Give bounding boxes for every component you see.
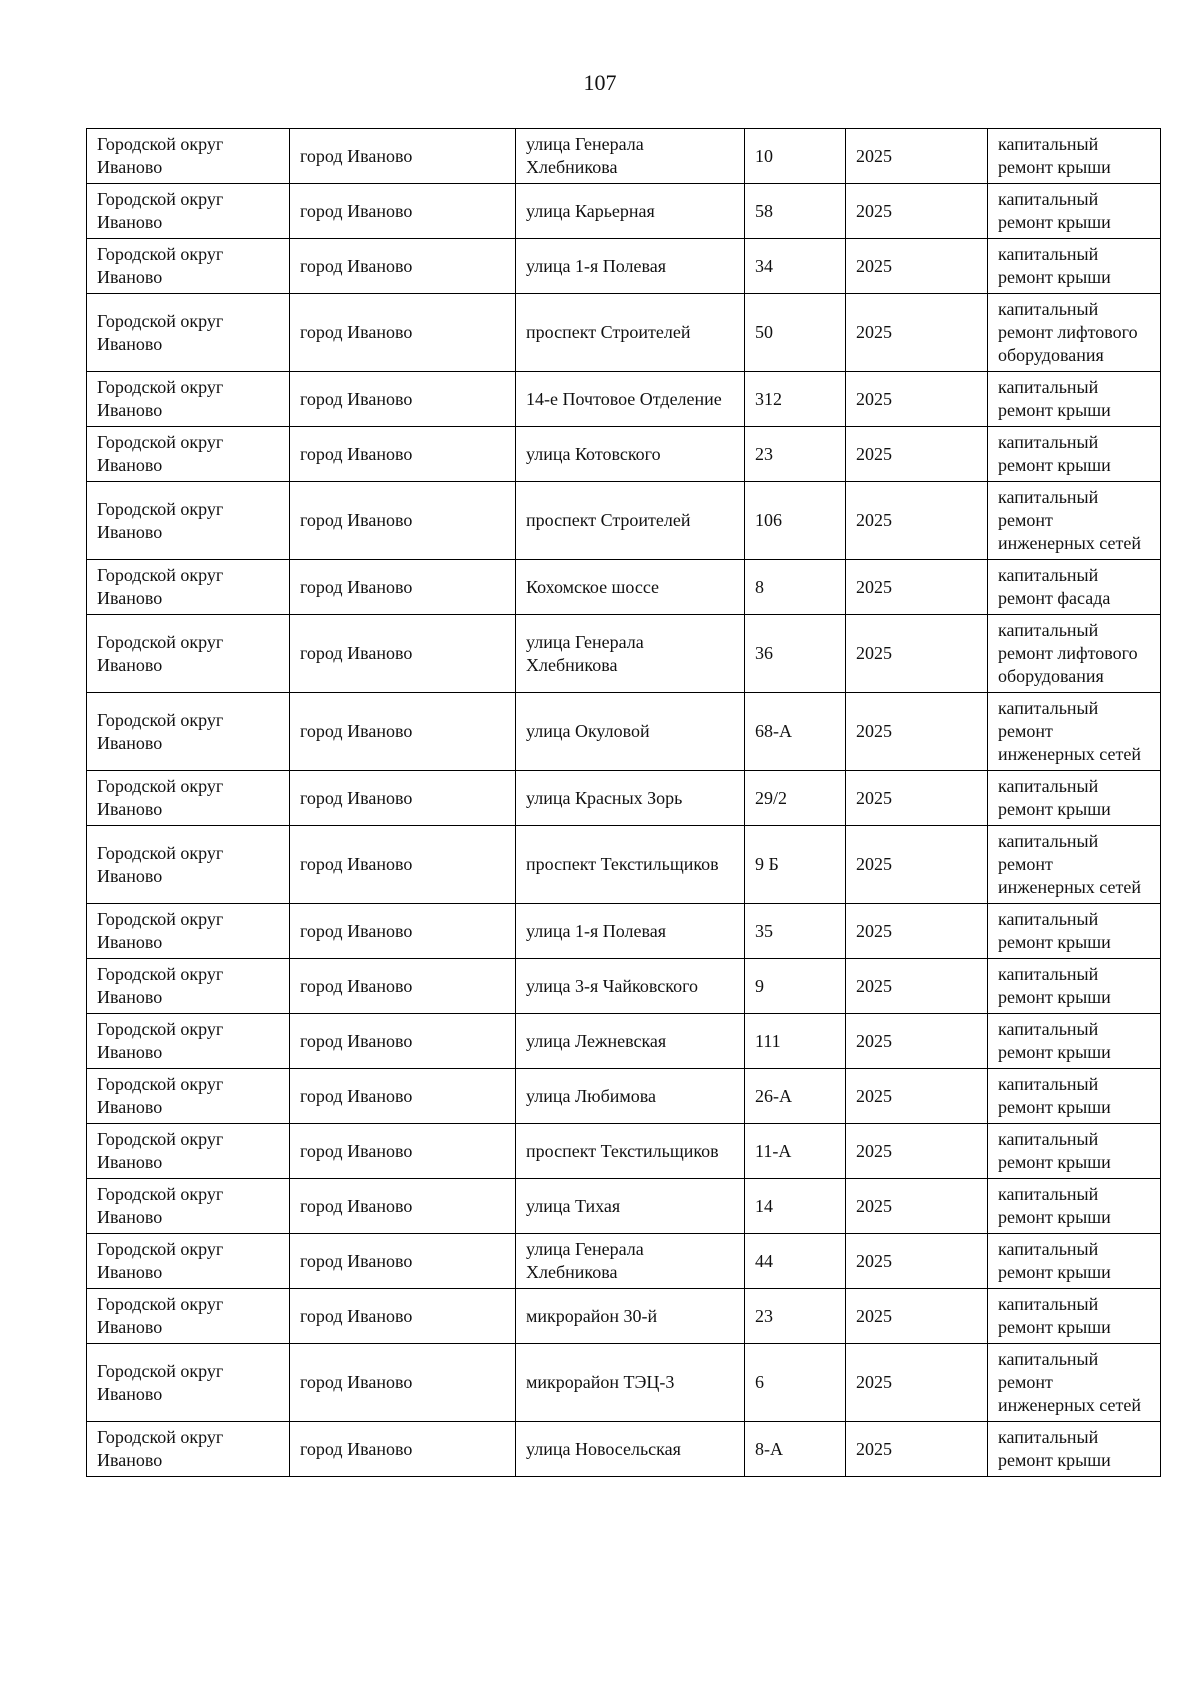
house-number-cell: 14 <box>745 1179 846 1234</box>
work-type-cell: капитальный ремонт крыши <box>988 771 1161 826</box>
locality-cell: город Иваново <box>290 771 516 826</box>
locality-cell: город Иваново <box>290 560 516 615</box>
table-row <box>87 1124 1161 1179</box>
work-type-cell: капитальный ремонт лифтового оборудования <box>988 615 1161 693</box>
work-type-cell: капитальный ремонт крыши <box>988 1422 1161 1477</box>
work-type-cell: капитальный ремонт крыши <box>988 1179 1161 1234</box>
district-cell: Городской округ Иваново <box>87 826 290 904</box>
district-cell: Городской округ Иваново <box>87 129 290 184</box>
table-row <box>87 959 1161 1014</box>
district-cell: Городской округ Иваново <box>87 615 290 693</box>
street-cell: улица Генерала Хлебникова <box>516 1234 745 1289</box>
table-row <box>87 1234 1161 1289</box>
work-type-cell: капитальный ремонт крыши <box>988 372 1161 427</box>
year-cell: 2025 <box>846 129 988 184</box>
district-cell: Городской округ Иваново <box>87 1234 290 1289</box>
year-cell: 2025 <box>846 615 988 693</box>
house-number-cell: 23 <box>745 1289 846 1344</box>
house-number-cell: 106 <box>745 482 846 560</box>
house-number-cell: 111 <box>745 1014 846 1069</box>
street-cell: улица 3-я Чайковского <box>516 959 745 1014</box>
locality-cell: город Иваново <box>290 615 516 693</box>
street-cell: улица Карьерная <box>516 184 745 239</box>
year-cell: 2025 <box>846 959 988 1014</box>
street-cell: проспект Строителей <box>516 294 745 372</box>
street-cell: улица Генерала Хлебникова <box>516 129 745 184</box>
table-row <box>87 184 1161 239</box>
year-cell: 2025 <box>846 239 988 294</box>
year-cell: 2025 <box>846 1069 988 1124</box>
house-number-cell: 10 <box>745 129 846 184</box>
locality-cell: город Иваново <box>290 239 516 294</box>
district-cell: Городской округ Иваново <box>87 239 290 294</box>
locality-cell: город Иваново <box>290 294 516 372</box>
year-cell: 2025 <box>846 693 988 771</box>
work-type-cell: капитальный ремонт крыши <box>988 129 1161 184</box>
district-cell: Городской округ Иваново <box>87 1069 290 1124</box>
street-cell: проспект Строителей <box>516 482 745 560</box>
year-cell: 2025 <box>846 1179 988 1234</box>
street-cell: улица Новосельская <box>516 1422 745 1477</box>
district-cell: Городской округ Иваново <box>87 959 290 1014</box>
locality-cell: город Иваново <box>290 904 516 959</box>
street-cell: улица Окуловой <box>516 693 745 771</box>
street-cell: улица Котовского <box>516 427 745 482</box>
locality-cell: город Иваново <box>290 1234 516 1289</box>
work-type-cell: капитальный ремонт инженерных сетей <box>988 826 1161 904</box>
table-row <box>87 1344 1161 1422</box>
street-cell: улица Лежневская <box>516 1014 745 1069</box>
work-type-cell: капитальный ремонт крыши <box>988 1069 1161 1124</box>
locality-cell: город Иваново <box>290 1069 516 1124</box>
district-cell: Городской округ Иваново <box>87 427 290 482</box>
street-cell: улица 1-я Полевая <box>516 239 745 294</box>
table-row <box>87 1014 1161 1069</box>
locality-cell: город Иваново <box>290 959 516 1014</box>
page-number: 107 <box>583 70 617 95</box>
table-row <box>87 1289 1161 1344</box>
table-row <box>87 560 1161 615</box>
table-row <box>87 615 1161 693</box>
district-cell: Городской округ Иваново <box>87 1289 290 1344</box>
year-cell: 2025 <box>846 904 988 959</box>
street-cell: проспект Текстильщиков <box>516 826 745 904</box>
year-cell: 2025 <box>846 372 988 427</box>
district-cell: Городской округ Иваново <box>87 372 290 427</box>
house-number-cell: 68-А <box>745 693 846 771</box>
house-number-cell: 11-А <box>745 1124 846 1179</box>
work-type-cell: капитальный ремонт инженерных сетей <box>988 1344 1161 1422</box>
year-cell: 2025 <box>846 560 988 615</box>
street-cell: Кохомское шоссе <box>516 560 745 615</box>
house-number-cell: 6 <box>745 1344 846 1422</box>
district-cell: Городской округ Иваново <box>87 904 290 959</box>
table-row <box>87 826 1161 904</box>
district-cell: Городской округ Иваново <box>87 560 290 615</box>
work-type-cell: капитальный ремонт крыши <box>988 239 1161 294</box>
district-cell: Городской округ Иваново <box>87 294 290 372</box>
street-cell: улица 1-я Полевая <box>516 904 745 959</box>
locality-cell: город Иваново <box>290 1014 516 1069</box>
table-row <box>87 904 1161 959</box>
district-cell: Городской округ Иваново <box>87 1179 290 1234</box>
table-row <box>87 1422 1161 1477</box>
work-type-cell: капитальный ремонт инженерных сетей <box>988 482 1161 560</box>
locality-cell: город Иваново <box>290 482 516 560</box>
house-number-cell: 44 <box>745 1234 846 1289</box>
table-body <box>87 129 1161 1477</box>
house-number-cell: 23 <box>745 427 846 482</box>
district-cell: Городской округ Иваново <box>87 1124 290 1179</box>
table-row <box>87 1179 1161 1234</box>
street-cell: микрорайон ТЭЦ-3 <box>516 1344 745 1422</box>
work-type-cell: капитальный ремонт крыши <box>988 1124 1161 1179</box>
street-cell: микрорайон 30-й <box>516 1289 745 1344</box>
locality-cell: город Иваново <box>290 1179 516 1234</box>
district-cell: Городской округ Иваново <box>87 1422 290 1477</box>
work-type-cell: капитальный ремонт крыши <box>988 427 1161 482</box>
locality-cell: город Иваново <box>290 372 516 427</box>
house-number-cell: 9 Б <box>745 826 846 904</box>
street-cell: улица Любимова <box>516 1069 745 1124</box>
repair-schedule-table <box>86 128 1161 1477</box>
district-cell: Городской округ Иваново <box>87 771 290 826</box>
street-cell: улица Тихая <box>516 1179 745 1234</box>
district-cell: Городской округ Иваново <box>87 1344 290 1422</box>
house-number-cell: 50 <box>745 294 846 372</box>
year-cell: 2025 <box>846 1234 988 1289</box>
table-row <box>87 372 1161 427</box>
district-cell: Городской округ Иваново <box>87 693 290 771</box>
work-type-cell: капитальный ремонт лифтового оборудования <box>988 294 1161 372</box>
table-row <box>87 482 1161 560</box>
table-row <box>87 771 1161 826</box>
locality-cell: город Иваново <box>290 1289 516 1344</box>
house-number-cell: 36 <box>745 615 846 693</box>
work-type-cell: капитальный ремонт крыши <box>988 1014 1161 1069</box>
year-cell: 2025 <box>846 294 988 372</box>
year-cell: 2025 <box>846 1344 988 1422</box>
work-type-cell: капитальный ремонт крыши <box>988 184 1161 239</box>
street-cell: 14-е Почтовое Отделение <box>516 372 745 427</box>
work-type-cell: капитальный ремонт фасада <box>988 560 1161 615</box>
house-number-cell: 8-А <box>745 1422 846 1477</box>
year-cell: 2025 <box>846 482 988 560</box>
house-number-cell: 26-А <box>745 1069 846 1124</box>
year-cell: 2025 <box>846 771 988 826</box>
year-cell: 2025 <box>846 1014 988 1069</box>
table-row <box>87 239 1161 294</box>
house-number-cell: 312 <box>745 372 846 427</box>
year-cell: 2025 <box>846 184 988 239</box>
work-type-cell: капитальный ремонт крыши <box>988 904 1161 959</box>
house-number-cell: 9 <box>745 959 846 1014</box>
table-row <box>87 1069 1161 1124</box>
table-row <box>87 294 1161 372</box>
house-number-cell: 35 <box>745 904 846 959</box>
table-row <box>87 427 1161 482</box>
work-type-cell: капитальный ремонт крыши <box>988 1289 1161 1344</box>
house-number-cell: 58 <box>745 184 846 239</box>
year-cell: 2025 <box>846 826 988 904</box>
work-type-cell: капитальный ремонт крыши <box>988 959 1161 1014</box>
locality-cell: город Иваново <box>290 1344 516 1422</box>
street-cell: проспект Текстильщиков <box>516 1124 745 1179</box>
locality-cell: город Иваново <box>290 427 516 482</box>
house-number-cell: 29/2 <box>745 771 846 826</box>
work-type-cell: капитальный ремонт инженерных сетей <box>988 693 1161 771</box>
locality-cell: город Иваново <box>290 129 516 184</box>
table-row <box>87 129 1161 184</box>
year-cell: 2025 <box>846 1289 988 1344</box>
district-cell: Городской округ Иваново <box>87 1014 290 1069</box>
locality-cell: город Иваново <box>290 1124 516 1179</box>
year-cell: 2025 <box>846 427 988 482</box>
table-row <box>87 693 1161 771</box>
house-number-cell: 8 <box>745 560 846 615</box>
year-cell: 2025 <box>846 1124 988 1179</box>
locality-cell: город Иваново <box>290 826 516 904</box>
locality-cell: город Иваново <box>290 1422 516 1477</box>
district-cell: Городской округ Иваново <box>87 482 290 560</box>
work-type-cell: капитальный ремонт крыши <box>988 1234 1161 1289</box>
year-cell: 2025 <box>846 1422 988 1477</box>
street-cell: улица Генерала Хлебникова <box>516 615 745 693</box>
locality-cell: город Иваново <box>290 184 516 239</box>
locality-cell: город Иваново <box>290 693 516 771</box>
district-cell: Городской округ Иваново <box>87 184 290 239</box>
street-cell: улица Красных Зорь <box>516 771 745 826</box>
house-number-cell: 34 <box>745 239 846 294</box>
